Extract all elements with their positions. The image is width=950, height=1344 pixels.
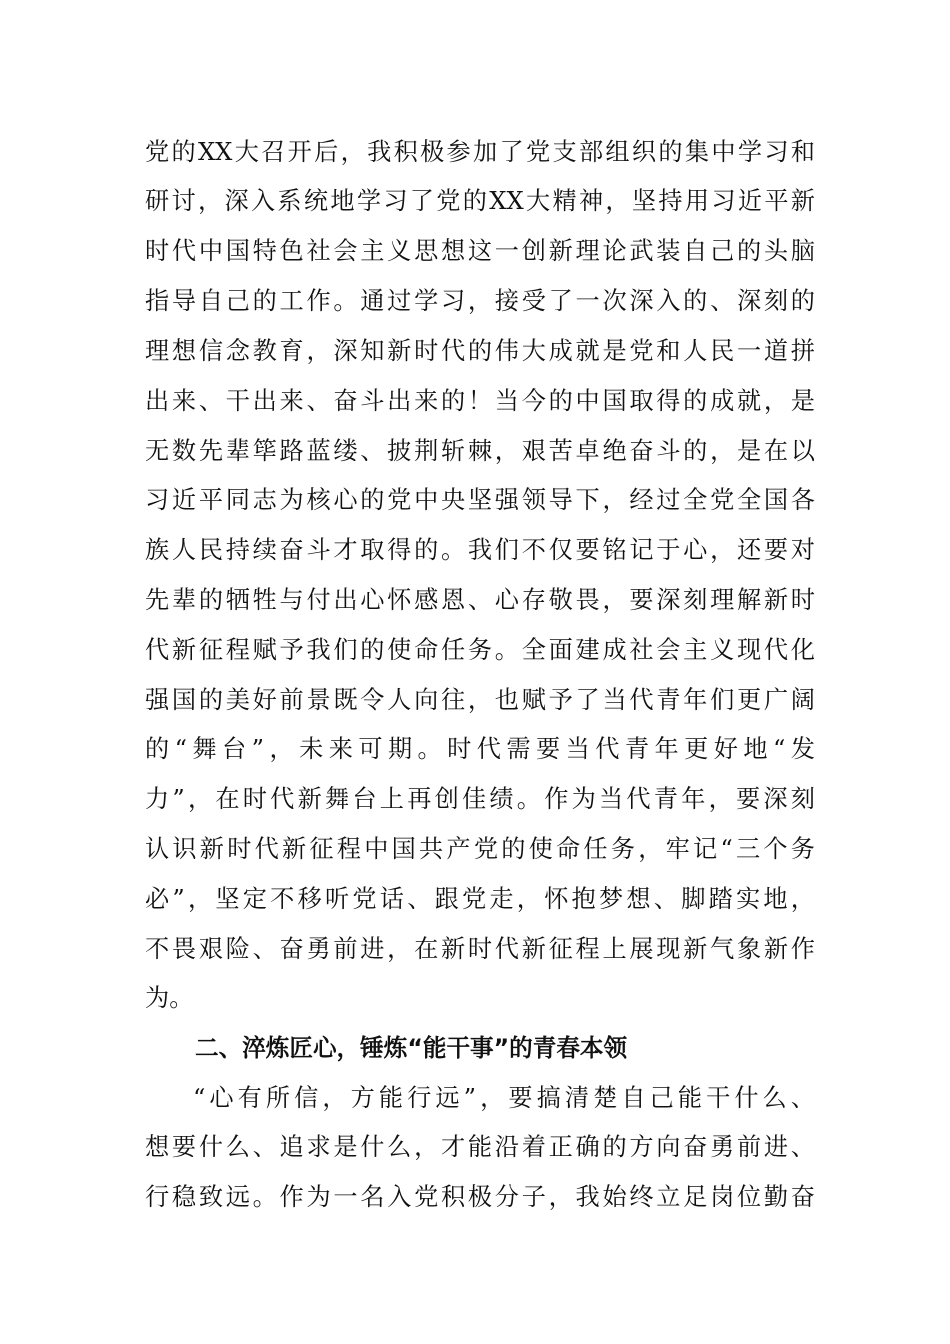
body-text-line: 为。 <box>145 984 194 1012</box>
body-text-line: 的“舞台”，未来可期。时代需要当代青年更好地“发 <box>145 735 815 763</box>
body-text-line: 理想信念教育，深知新时代的伟大成就是党和人民一道拼 <box>145 337 815 365</box>
section-heading: 二、淬炼匠心，锤炼“能干事”的青春本领 <box>195 1034 628 1062</box>
body-text-line: 想要什么、追求是什么，才能沿着正确的方向奋勇前进、 <box>145 1133 815 1161</box>
body-text-line: 党的XX大召开后，我积极参加了党支部组织的集中学习和 <box>145 138 815 166</box>
body-text-line: 行稳致远。作为一名入党积极分子，我始终立足岗位勤奋 <box>145 1183 815 1211</box>
body-text-line: 代新征程赋予我们的使命任务。全面建成社会主义现代化 <box>145 636 815 664</box>
body-text-line: 研讨，深入系统地学习了党的XX大精神，坚持用习近平新 <box>145 187 815 215</box>
body-text-line: 认识新时代新征程中国共产党的使命任务，牢记“三个务 <box>145 835 815 863</box>
body-text-line: 出来、干出来、奋斗出来的！当今的中国取得的成就，是 <box>145 387 815 415</box>
body-text-line: 不畏艰险、奋勇前进，在新时代新征程上展现新气象新作 <box>145 935 815 963</box>
body-text-line: 指导自己的工作。通过学习，接受了一次深入的、深刻的 <box>145 287 815 315</box>
body-text-line: 无数先辈筚路蓝缕、披荆斩棘，艰苦卓绝奋斗的，是在以 <box>145 437 815 465</box>
body-text-line: 族人民持续奋斗才取得的。我们不仅要铭记于心，还要对 <box>145 536 815 564</box>
body-text-line: 强国的美好前景既令人向往，也赋予了当代青年们更广阔 <box>145 686 815 714</box>
body-text-line: 力”，在时代新舞台上再创佳绩。作为当代青年，要深刻 <box>145 785 815 813</box>
body-text-line: 必”，坚定不移听党话、跟党走，怀抱梦想、脚踏实地， <box>145 885 815 913</box>
body-text-line: 时代中国特色社会主义思想这一创新理论武装自己的头脑 <box>145 237 815 265</box>
body-text-line: 先辈的牺牲与付出心怀感恩、心存敬畏，要深刻理解新时 <box>145 586 815 614</box>
body-text-line: “心有所信，方能行远”，要搞清楚自己能干什么、 <box>193 1084 815 1112</box>
body-text-line: 习近平同志为核心的党中央坚强领导下，经过全党全国各 <box>145 486 815 514</box>
